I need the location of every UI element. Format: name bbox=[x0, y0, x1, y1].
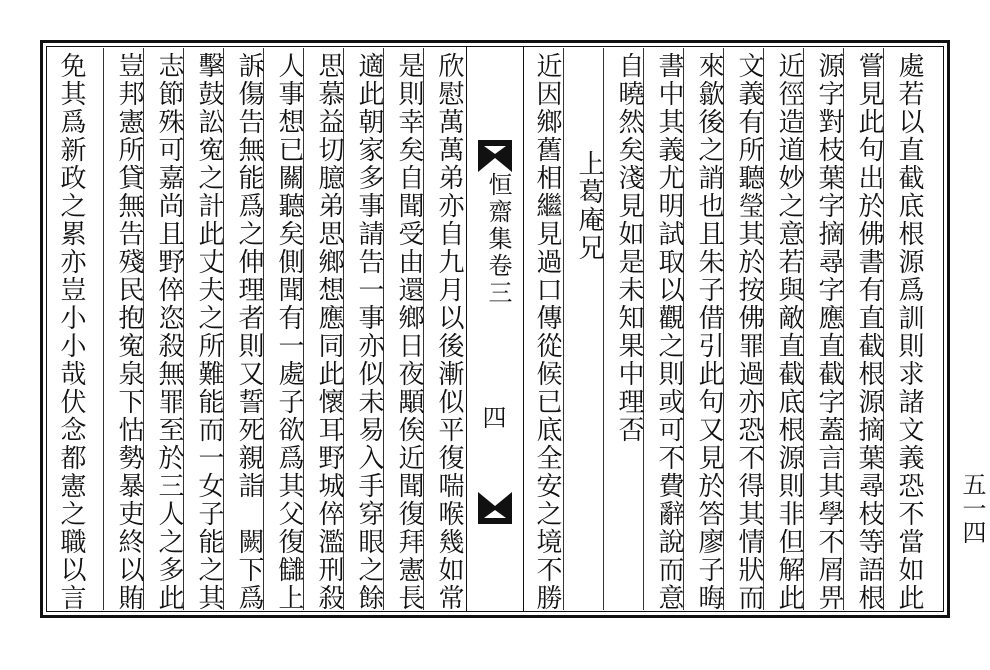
text-column: 處若以直截底根源爲訓則求諸文義恐不當如此 bbox=[894, 52, 924, 612]
column-rule bbox=[603, 48, 604, 610]
text-column: 豈邦憲所貸無告殘民抱寃泉下怙勢暴吏終以賄 bbox=[114, 52, 144, 612]
column-rule bbox=[563, 48, 564, 610]
collection-title: 恒齋集卷三 bbox=[484, 172, 512, 307]
text-column: 適此朝家多事請告一事亦似未易入手穿眼之餘 bbox=[354, 52, 384, 612]
letter-heading: 上葛庵兄 bbox=[574, 150, 604, 262]
text-column: 思慕益切臆弟思鄉想應同此懷耳野城倅濫刑殺 bbox=[314, 52, 344, 612]
text-column: 自曉然矣淺見如是未知果中理否 bbox=[614, 52, 644, 444]
text-column: 免其爲新政之累亦豈小小哉伏念都憲之職以言 bbox=[56, 52, 86, 612]
center-page-number: 四 bbox=[478, 405, 506, 429]
text-column: 志節殊可嘉尚且野倅恣殺無罪至於三人之多此 bbox=[154, 52, 184, 612]
text-column: 是則幸矣自聞受由還鄉日夜顒俟近聞復拜憲長 bbox=[394, 52, 424, 612]
text-column: 欣慰萬萬弟亦自九月以後漸似平復喘喉幾如常 bbox=[434, 52, 464, 612]
fish-tail-ornament-top bbox=[478, 140, 512, 172]
text-column: 書中其義尤明試取以觀之則或可不費辭說而意 bbox=[654, 52, 684, 612]
text-column: 源字對枝葉字摘尋字應直截字蓋言其學不屑畀 bbox=[814, 52, 844, 612]
text-column: 來歙後之誚也且朱子借引此句又見於答廖子晦 bbox=[694, 52, 724, 612]
center-fold bbox=[466, 46, 524, 612]
page-number: 五一四 bbox=[958, 472, 986, 544]
column-rule bbox=[103, 48, 104, 610]
text-column: 近徑造道妙之意若與敵直截底根源則非但解此 bbox=[774, 52, 804, 612]
text-column: 近因鄉舊相繼見過口傳從候已底全安之境不勝 bbox=[532, 52, 562, 612]
text-column: 嘗見此句出於佛書有直截根源摘葉尋枝等語根 bbox=[854, 52, 884, 612]
text-column: 訴傷告無能爲之伸理者則又誓死親詣 闕下爲 bbox=[234, 52, 264, 612]
text-column: 文義有所聽瑩其於按佛罪過亦恐不得其情狀而 bbox=[734, 52, 764, 612]
text-column: 擊鼓訟寃之計此丈夫之所難能而一女子能之其 bbox=[194, 52, 224, 612]
fish-tail-ornament-bottom bbox=[478, 492, 512, 524]
text-column: 人事想已關聽矣側聞有一處子欲爲其父復讎上 bbox=[274, 52, 304, 612]
